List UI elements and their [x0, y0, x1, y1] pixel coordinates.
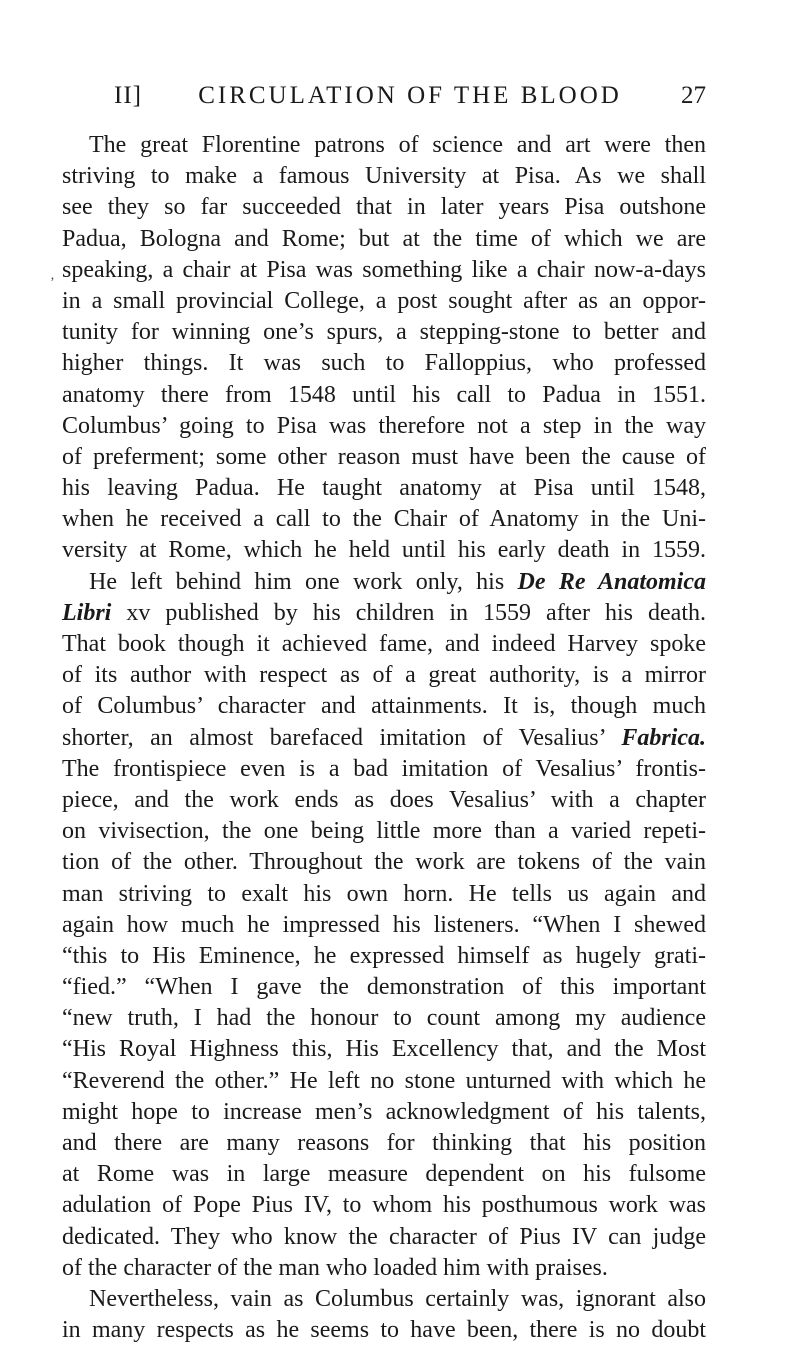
- text-line: again how much he impressed his listeners. “When I shewed: [62, 911, 706, 938]
- text-line: in many respects as he seems to have been, there is no doubt: [62, 1317, 706, 1344]
- text-line: in a small provincial College, a post sought after as an oppor-: [62, 287, 706, 314]
- book-title-text: De Re Anatomica: [517, 568, 706, 595]
- text-line: and there are many reasons for thinking that his position: [62, 1130, 706, 1156]
- text-line: The great Florentine patrons of science and art were then: [89, 132, 706, 158]
- margin-mark: ‚: [50, 268, 55, 283]
- text-line: piece, and the work ends as does Vesalius’ with a chapter: [62, 786, 706, 813]
- book-title-text: Fabrica.: [621, 724, 706, 751]
- text-line: of the character of the man who loaded him with praises.: [62, 1254, 608, 1281]
- text-line: “this to His Eminence, he expressed himself as hugely grati-: [62, 942, 706, 969]
- text-line: Nevertheless, vain as Columbus certainly was, ignorant also: [89, 1285, 706, 1312]
- text-line: Columbus’ going to Pisa was therefore not a step in the way: [62, 412, 706, 439]
- text-line: man striving to exalt his own horn. He tells us again and: [62, 880, 706, 907]
- text-line: Padua, Bologna and Rome; but at the time of which we are: [62, 225, 706, 252]
- text-line: [62, 567, 706, 598]
- text-line: see they so far succeeded that in later years Pisa outshone: [62, 194, 706, 221]
- text-run: He left behind him one work only, his: [89, 568, 518, 595]
- text-line: at Rome was in large measure dependent on his fulsome: [62, 1161, 706, 1188]
- text-line: versity at Rome, which he held until his early death in 1559.: [62, 537, 706, 564]
- text-line: The frontispiece even is a bad imitation of Vesalius’ frontis-: [62, 755, 706, 782]
- text-line: of preferment; some other reason must have been the cause of: [62, 443, 706, 470]
- text-line: adulation of Pope Pius IV, to whom his posthumous work was: [62, 1192, 706, 1219]
- text-line: anatomy there from 1548 until his call to Padua in 1551.: [62, 381, 706, 408]
- text-line: striving to make a famous University at Pisa. As we shall: [62, 163, 706, 190]
- text-line: That book though it achieved fame, and indeed Harvey spoke: [62, 631, 706, 657]
- text-line: “Reverend the other.” He left no stone unturned with which he: [62, 1067, 706, 1094]
- text-line: tunity for winning one’s spurs, a stepping-stone to better and: [62, 319, 706, 346]
- text-line: of Columbus’ character and attainments. It is, though much: [62, 693, 706, 720]
- text-line: “new truth, I had the honour to count among my audience: [62, 1005, 706, 1032]
- text-line: on vivisection, the one being little more than a varied repeti-: [62, 818, 706, 845]
- text-line: might hope to increase men’s acknowledgment of his talents,: [62, 1098, 706, 1125]
- text-line: his leaving Padua. He taught anatomy at Pisa until 1548,: [62, 475, 706, 502]
- text-run: shorter, an almost barefaced imitation of Vesalius’: [62, 724, 622, 751]
- text-line: higher things. It was such to Falloppius, who professed: [62, 350, 706, 377]
- text-line: “His Royal Highness this, His Excellency that, and the Most: [62, 1036, 706, 1063]
- text-line: speaking, a chair at Pisa was something like a chair now-a-days: [62, 256, 706, 283]
- page-number: 27: [681, 82, 706, 109]
- body-text: [62, 130, 706, 1346]
- running-title: CIRCULATION OF THE BLOOD: [198, 82, 622, 109]
- text-run: xv published by his children in 1559 after his death.: [111, 599, 706, 626]
- text-line: [62, 598, 706, 629]
- text-line: tion of the other. Throughout the work are tokens of the vain: [62, 849, 706, 876]
- book-title-text: Libri: [62, 599, 112, 626]
- running-head: [114, 80, 706, 112]
- text-line: dedicated. They who know the character of Pius IV can judge: [62, 1223, 706, 1250]
- chapter-number: II]: [114, 82, 142, 109]
- text-line: of its author with respect as of a great authority, is a mirror: [62, 662, 706, 689]
- text-line: “fied.” “When I gave the demonstration of this important: [62, 974, 706, 1001]
- text-line: [62, 723, 706, 754]
- text-line: when he received a call to the Chair of Anatomy in the Uni-: [62, 506, 706, 533]
